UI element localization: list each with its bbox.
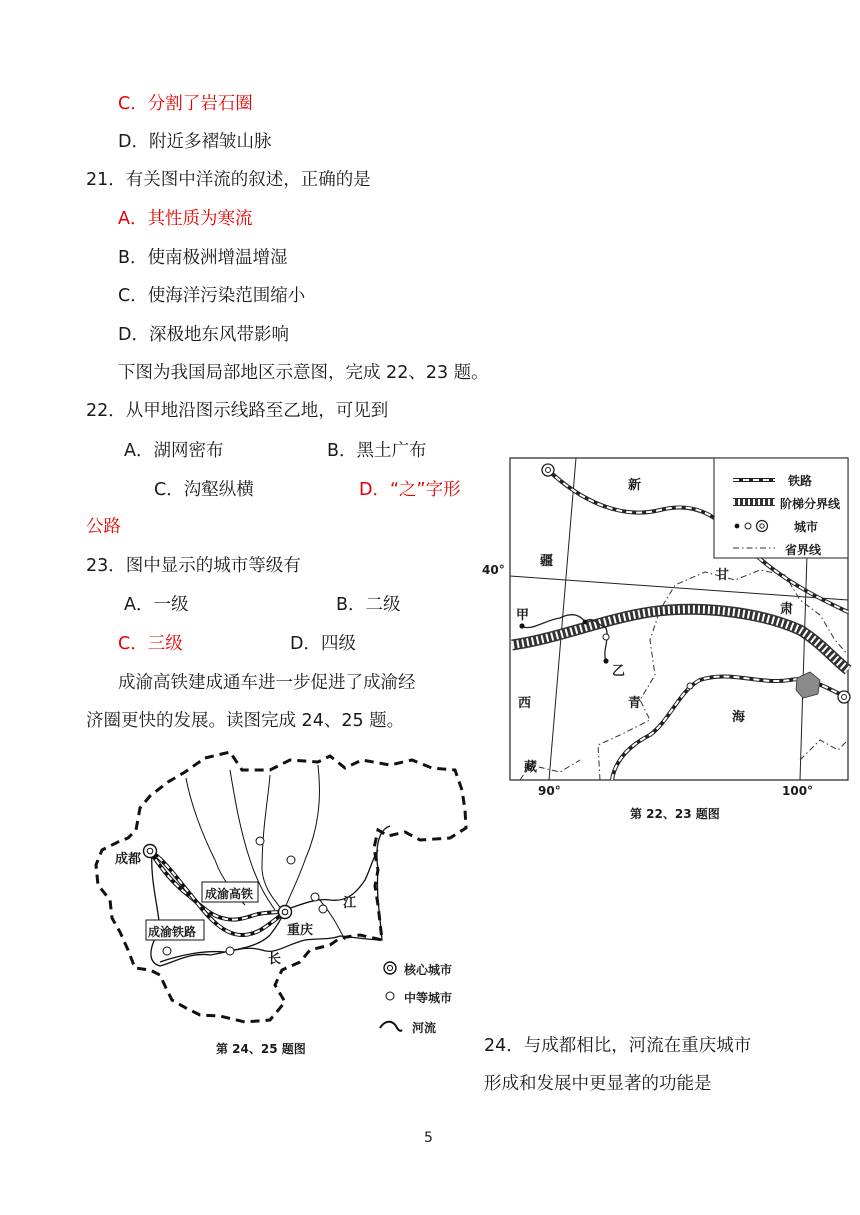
label-jiang: 江 xyxy=(343,896,357,911)
option-23b: B．二级 xyxy=(336,595,401,615)
option-22d-continued: 公路 xyxy=(86,517,121,537)
question-21: 21．有关图中洋流的叙述，正确的是 xyxy=(86,170,371,190)
label-xin: 新 xyxy=(628,478,642,493)
legend-railway: 铁路 xyxy=(788,474,813,488)
label-chengdu: 成都 xyxy=(115,852,142,867)
label-qing: 青 xyxy=(628,696,642,711)
legend-city: 城市 xyxy=(794,520,819,534)
option-21a: A．其性质为寒流 xyxy=(118,209,253,229)
legend-province-border: 省界线 xyxy=(785,543,822,557)
label-chang: 长 xyxy=(268,952,282,967)
option-21c: C．使海洋污染范围缩小 xyxy=(118,286,306,306)
label-xi: 西 xyxy=(518,696,532,711)
option-22d: D．“之”字形 xyxy=(359,480,461,500)
label-chengyu-gaotie: 成渝高铁 xyxy=(205,887,254,901)
label-jia: 甲 xyxy=(516,608,530,623)
question-24-line2: 形成和发展中更显著的功能是 xyxy=(484,1074,712,1094)
label-chengyu-tielu: 成渝铁路 xyxy=(148,925,197,939)
legend-river: 河流 xyxy=(412,1021,437,1035)
question-23: 23．图中显示的城市等级有 xyxy=(86,556,301,576)
intro-24-25-line1: 成渝高铁建成通车进一步促进了成渝经 xyxy=(118,673,416,693)
intro-24-25-line2: 济圈更快的发展。读图完成 24、25 题。 xyxy=(86,711,405,731)
intro-22-23: 下图为我国局部地区示意图，完成 22、23 题。 xyxy=(118,363,489,383)
page-number: 5 xyxy=(424,1130,433,1146)
option-22c: C．沟壑纵横 xyxy=(154,480,254,500)
option-21c-prev: C．分割了岩石圈 xyxy=(118,94,253,114)
option-22b: B．黑土广布 xyxy=(327,441,427,461)
option-23a: A．一级 xyxy=(124,595,189,615)
legend-core-city: 核心城市 xyxy=(404,963,453,977)
label-jiang: 疆 xyxy=(540,554,554,569)
label-gan: 甘 xyxy=(716,568,730,583)
legend-step-boundary: 阶梯分界线 xyxy=(780,497,841,511)
legend-medium-city: 中等城市 xyxy=(404,991,453,1005)
question-22: 22．从甲地沿图示线路至乙地，可见到 xyxy=(86,401,389,421)
label-su: 肃 xyxy=(780,602,794,617)
label-yi: 乙 xyxy=(612,664,626,679)
lon-100: 100° xyxy=(782,784,814,798)
option-23c: C．三级 xyxy=(118,634,183,654)
option-22a: A．湖网密布 xyxy=(124,441,224,461)
lat-40: 40° xyxy=(482,563,505,577)
option-21b: B．使南极洲增温增湿 xyxy=(118,248,288,268)
option-21d: D．深极地东风带影响 xyxy=(118,325,289,345)
label-chongqing: 重庆 xyxy=(287,923,314,938)
question-24-line1: 24．与成都相比，河流在重庆城市 xyxy=(484,1036,752,1056)
lon-90: 90° xyxy=(538,784,561,798)
option-23d: D．四级 xyxy=(290,634,356,654)
label-zang: 藏 xyxy=(524,760,538,775)
option-d-prev: D．附近多褶皱山脉 xyxy=(118,132,272,152)
map-24-25-caption: 第 24、25 题图 xyxy=(216,1042,306,1056)
label-hai: 海 xyxy=(732,710,746,725)
map-22-23-caption: 第 22、23 题图 xyxy=(630,807,720,821)
